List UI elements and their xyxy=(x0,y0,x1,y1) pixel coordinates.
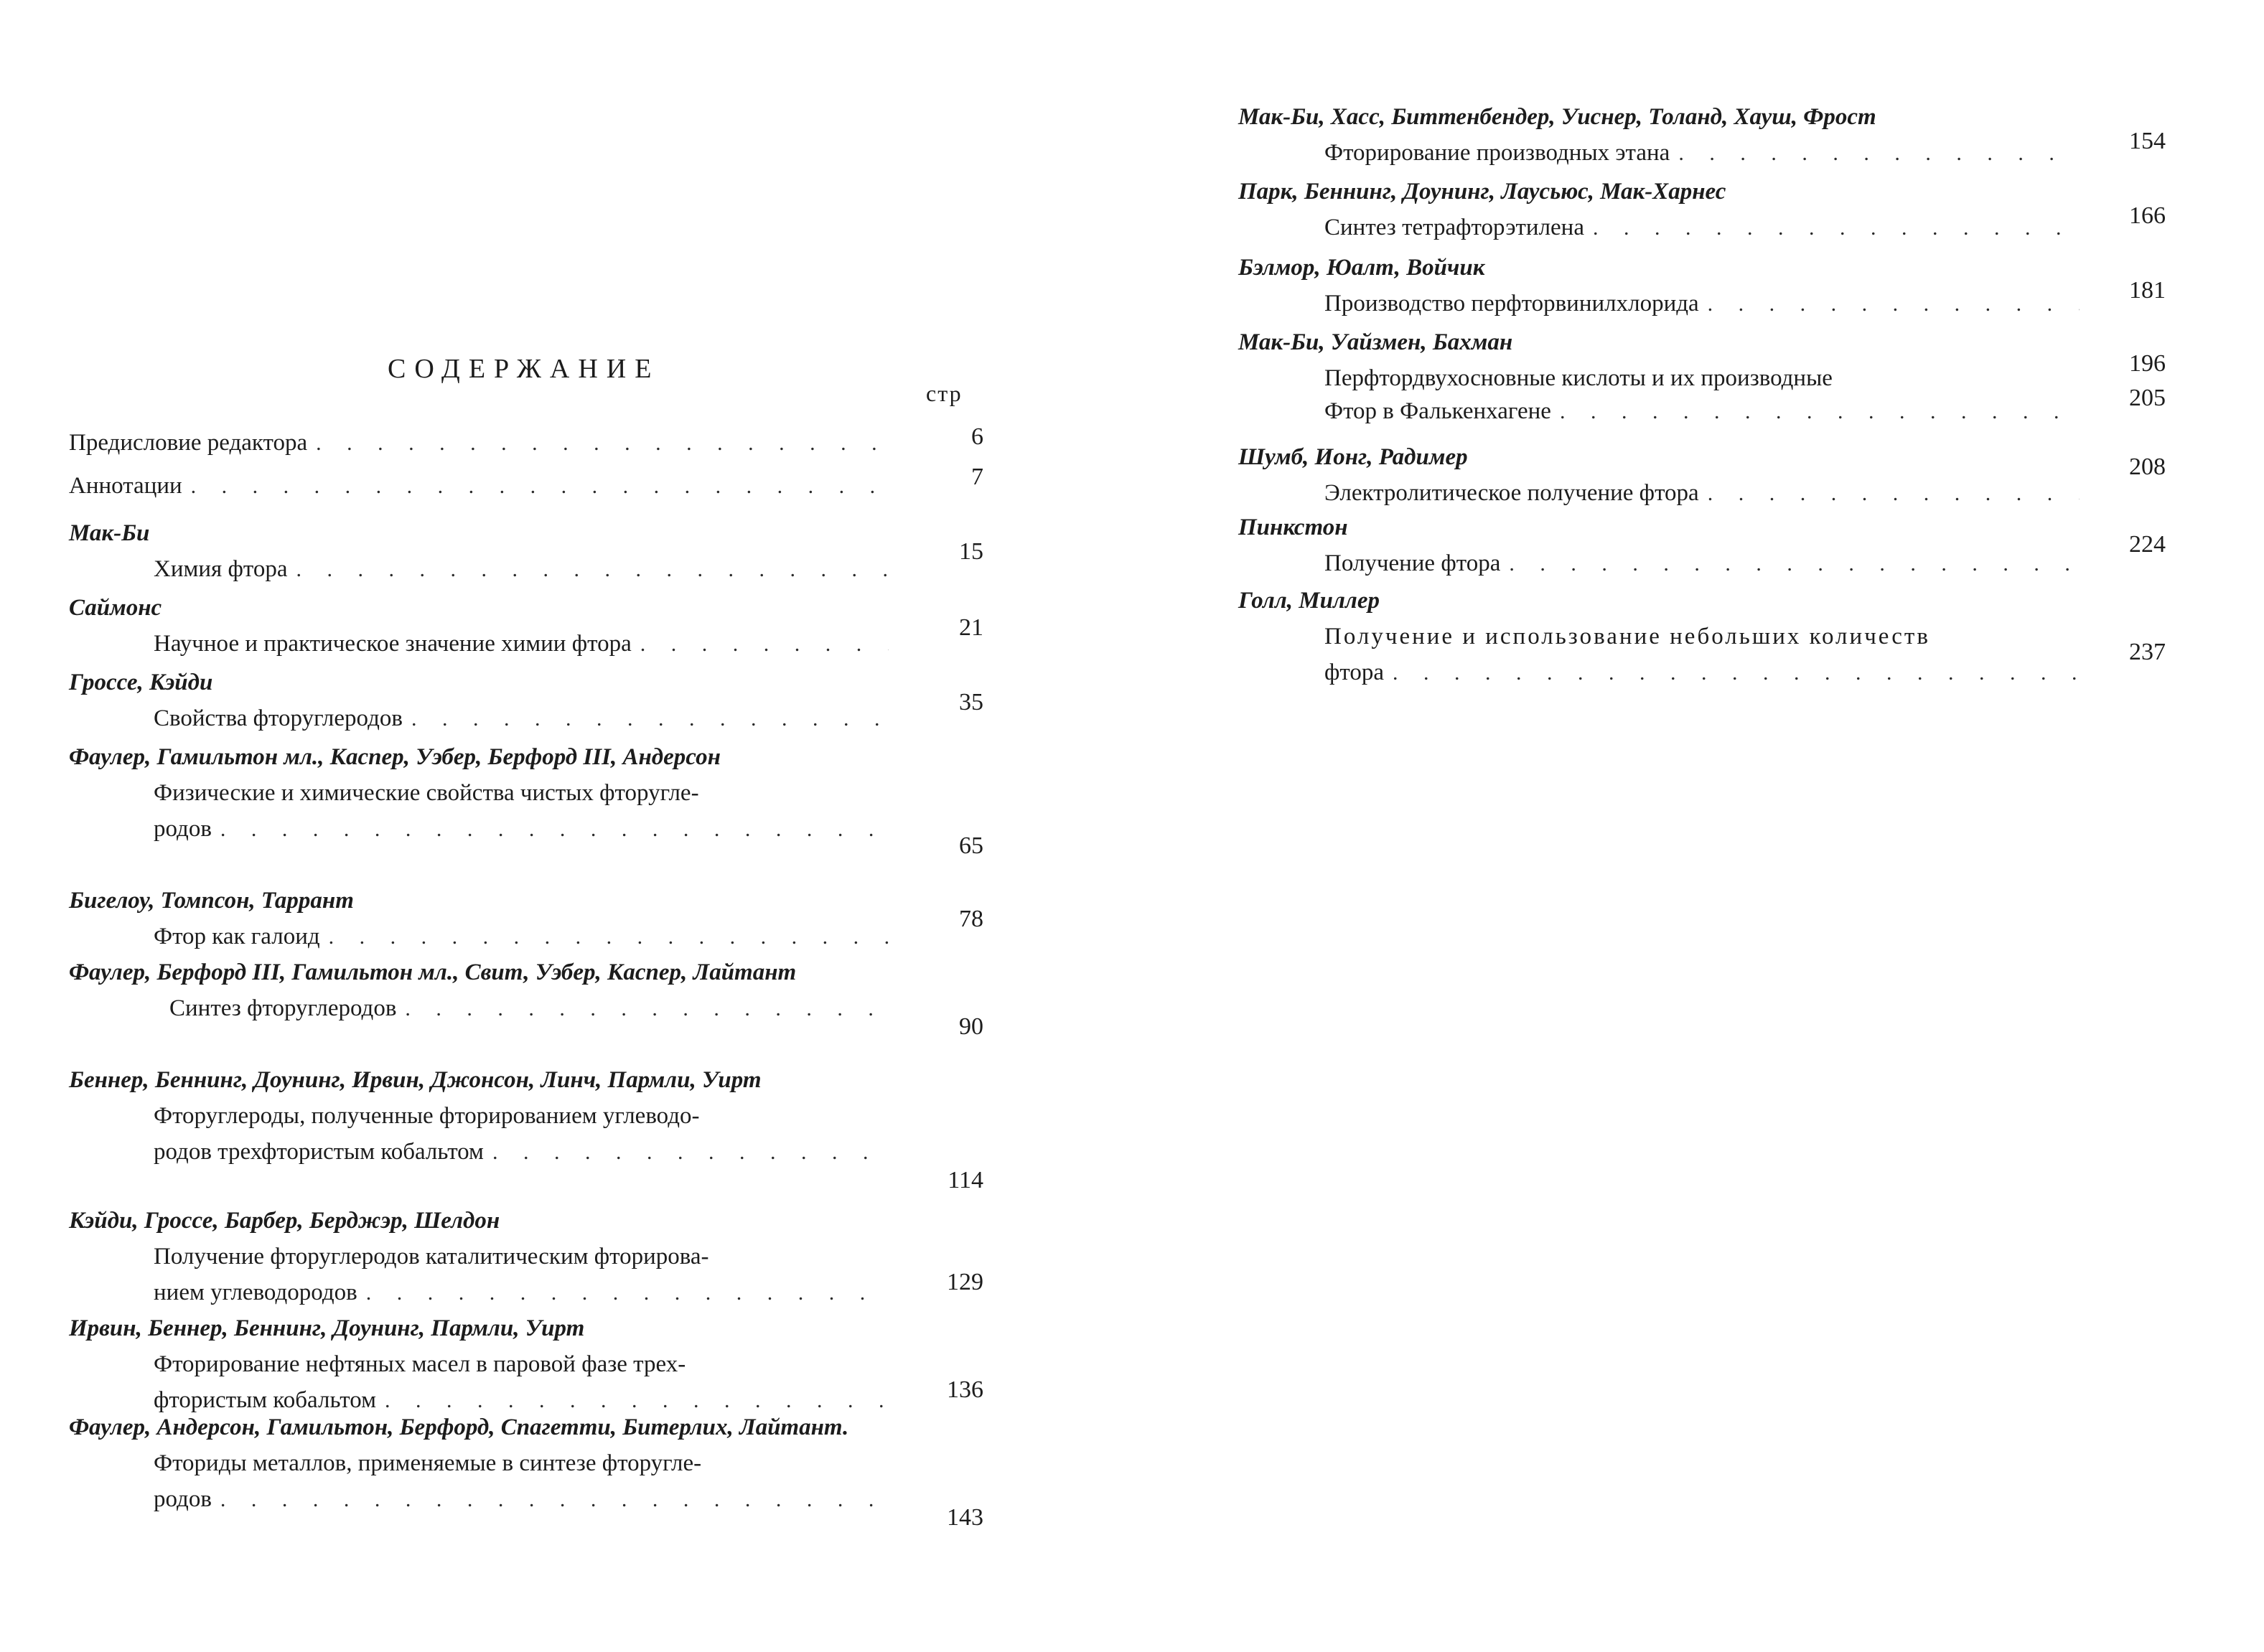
article-authors: Мак-Би, Уайзмен, Бахман xyxy=(1238,329,1513,355)
page-number: 237 xyxy=(2129,639,2166,665)
page-number: 196 xyxy=(2129,350,2166,377)
dot-leader xyxy=(220,1482,889,1518)
page-number: 114 xyxy=(948,1167,983,1193)
dot-leader xyxy=(296,552,889,588)
toc-entry[interactable] xyxy=(69,515,894,588)
page-column-label: стр xyxy=(926,380,963,406)
page-number: 136 xyxy=(947,1376,983,1403)
article-title: Фтор в Фалькенхагене xyxy=(1324,398,1551,424)
article-title-line1: Фторуглероды, полученные фторированием углеводо- xyxy=(154,1103,700,1129)
article-title: Предисловие редактора xyxy=(69,430,308,456)
article-title: Научное и практическое значение химии фтора xyxy=(154,631,632,657)
article-authors: Фаулер, Гамильтон мл., Каспер, Уэбер, Берфорд III, Андерсон xyxy=(69,744,721,770)
article-title: Аннотации xyxy=(69,473,182,499)
article-authors: Беннер, Беннинг, Доунинг, Ирвин, Джонсон, Линч, Пармли, Уирт xyxy=(69,1067,762,1093)
page-number: 7 xyxy=(971,464,983,490)
dot-leader xyxy=(411,701,889,737)
article-title: Фторирование производных этана xyxy=(1324,140,1670,166)
toc-entry[interactable] xyxy=(1238,510,2085,582)
right-page xyxy=(1132,0,2264,1652)
page-number: 166 xyxy=(2129,202,2166,229)
article-authors: Голл, Миллер xyxy=(1238,588,1380,614)
article-title: Свойства фторуглеродов xyxy=(154,705,403,731)
page-number: 15 xyxy=(959,538,983,565)
article-authors: Шумб, Ионг, Радимер xyxy=(1238,444,1468,470)
page-number: 208 xyxy=(2129,454,2166,480)
toc-entry[interactable] xyxy=(69,468,894,504)
dot-leader xyxy=(492,1135,889,1170)
article-title: Синтез тетрафторэтилена xyxy=(1324,215,1584,240)
dot-leader xyxy=(191,469,889,504)
article-authors: Парк, Беннинг, Доунинг, Лаусьюс, Мак-Харнес xyxy=(1238,179,1726,205)
page-number: 154 xyxy=(2129,128,2166,154)
article-title-line1: Получение и использование небольших количеств xyxy=(1324,624,1930,649)
page-number: 35 xyxy=(959,689,983,715)
dot-leader xyxy=(1708,286,2080,322)
toc-entry[interactable] xyxy=(69,954,894,1027)
article-title: Перфтордвухосновные кислоты и их производные xyxy=(1324,365,1833,391)
dot-leader xyxy=(1560,394,2080,430)
toc-entry[interactable] xyxy=(1238,583,2085,691)
dot-leader xyxy=(1593,210,2080,246)
page-number: 181 xyxy=(2129,277,2166,304)
toc-entry[interactable] xyxy=(69,1203,894,1311)
toc-entry[interactable] xyxy=(69,1409,894,1518)
article-title: Химия фтора xyxy=(154,556,288,582)
article-title: фтористым кобальтом xyxy=(154,1387,376,1413)
article-title: родов трехфтористым кобальтом xyxy=(154,1139,484,1165)
toc-entry[interactable] xyxy=(69,739,894,848)
article-title: фтора xyxy=(1324,660,1385,685)
article-title: Синтез фторуглеродов xyxy=(169,995,397,1021)
toc-entry[interactable] xyxy=(69,1062,894,1170)
article-title: Получение фтора xyxy=(1324,550,1501,576)
page-number: 6 xyxy=(971,423,983,450)
toc-entry[interactable] xyxy=(1238,99,2085,172)
page-number: 129 xyxy=(947,1269,983,1295)
article-title: Производство перфторвинилхлорида xyxy=(1324,291,1699,316)
dot-leader xyxy=(366,1275,889,1311)
article-title: нием углеводородов xyxy=(154,1280,357,1305)
page-number: 65 xyxy=(959,832,983,859)
article-title: Фтор как галоид xyxy=(154,924,320,949)
toc-entry[interactable] xyxy=(1238,324,2085,396)
article-authors: Мак-Би xyxy=(69,520,150,546)
article-authors: Фаулер, Берфорд III, Гамильтон мл., Свит, Уэбер, Каспер, Лайтант xyxy=(69,959,797,985)
dot-leader xyxy=(1708,476,2080,512)
article-title: Электролитическое получение фтора xyxy=(1324,480,1699,506)
article-authors: Бэлмор, Юалт, Войчик xyxy=(1238,255,1485,281)
page-number: 143 xyxy=(947,1504,983,1531)
article-authors: Бигелоу, Томпсон, Таррант xyxy=(69,888,354,914)
article-title-line1: Фториды металлов, применяемые в синтезе фторугле- xyxy=(154,1450,702,1476)
toc-entry[interactable] xyxy=(1238,250,2085,322)
dot-leader xyxy=(316,426,889,461)
article-authors: Мак-Би, Хасс, Биттенбендер, Уиснер, Толанд, Хауш, Фрост xyxy=(1238,104,1876,130)
article-authors: Саймонс xyxy=(69,595,162,621)
article-title-line1: Получение фторуглеродов каталитическим фторирова- xyxy=(154,1244,709,1269)
toc-entry[interactable] xyxy=(69,590,894,662)
dot-leader xyxy=(1509,546,2080,582)
dot-leader xyxy=(640,626,889,662)
toc-entry[interactable] xyxy=(1238,174,2085,246)
article-title: родов xyxy=(154,816,212,842)
toc-entry[interactable] xyxy=(69,1310,894,1419)
article-authors: Ирвин, Беннер, Беннинг, Доунинг, Пармли, Уирт xyxy=(69,1315,585,1341)
dot-leader xyxy=(1678,136,2080,172)
toc-entry[interactable] xyxy=(1238,439,2085,512)
page-number: 78 xyxy=(959,906,983,932)
dot-leader xyxy=(1393,655,2080,691)
toc-entry[interactable] xyxy=(69,425,894,461)
page-number: 21 xyxy=(959,614,983,641)
page-number: 90 xyxy=(959,1013,983,1040)
toc-title: СОДЕРЖАНИЕ xyxy=(388,354,660,384)
dot-leader xyxy=(405,991,889,1027)
article-authors: Пинкстон xyxy=(1238,515,1348,540)
article-title-line1: Физические и химические свойства чистых фторугле- xyxy=(154,780,699,806)
toc-entry[interactable] xyxy=(69,665,894,737)
dot-leader xyxy=(329,919,889,955)
article-title: родов xyxy=(154,1486,212,1512)
page-number: 224 xyxy=(2129,531,2166,558)
article-authors: Кэйди, Гроссе, Барбер, Берджэр, Шелдон xyxy=(69,1208,500,1234)
article-title-line1: Фторирование нефтяных масел в паровой фазе трех- xyxy=(154,1351,686,1377)
toc-entry[interactable] xyxy=(1238,393,2085,430)
article-authors: Фаулер, Андерсон, Гамильтон, Берфорд, Спагетти, Битерлих, Лайтант. xyxy=(69,1414,849,1440)
dot-leader xyxy=(220,812,889,848)
page-number: 205 xyxy=(2129,385,2166,411)
article-authors: Гроссе, Кэйди xyxy=(69,670,213,695)
toc-entry[interactable] xyxy=(69,883,894,955)
